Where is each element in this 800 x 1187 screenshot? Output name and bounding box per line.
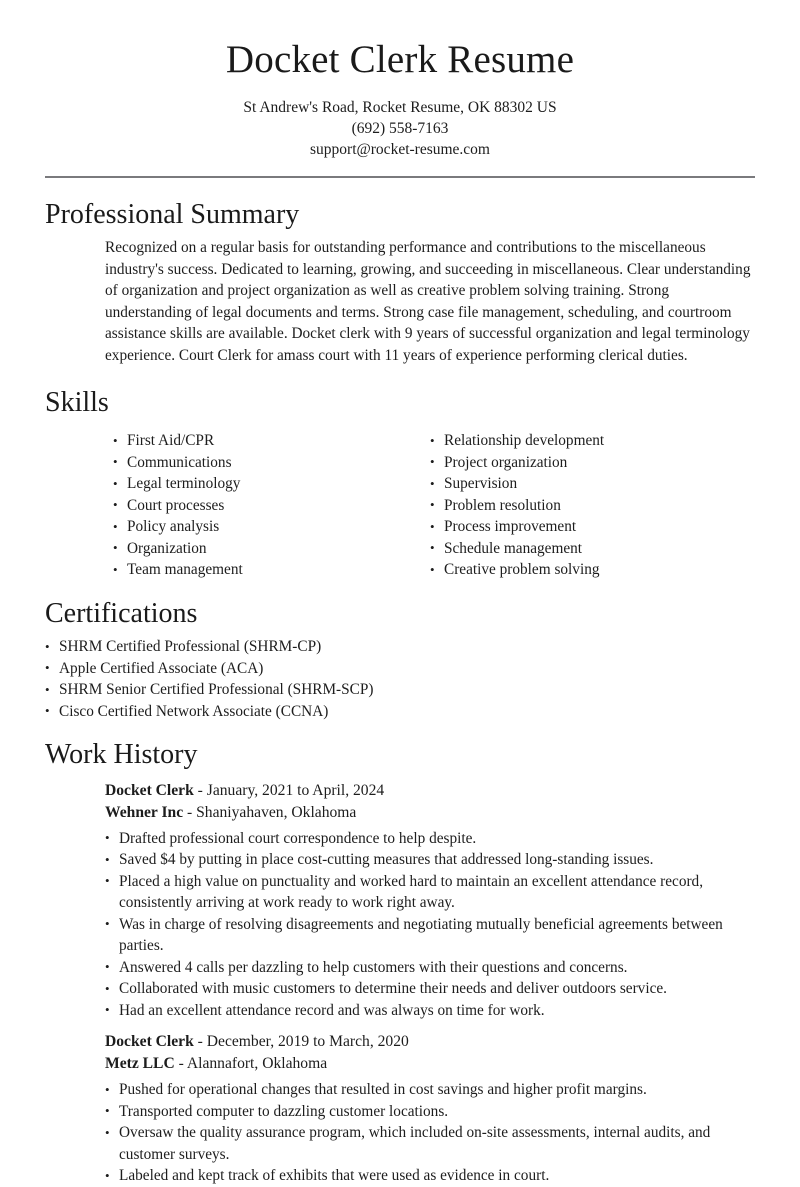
- list-item: • Policy analysis: [113, 516, 428, 538]
- skills-list-left: [113, 430, 428, 581]
- section-heading-skills: Skills: [45, 387, 109, 419]
- job-role: Docket Clerk: [105, 781, 194, 799]
- job-title-line: [105, 780, 755, 802]
- job-company-line: [105, 1053, 755, 1075]
- list-item: • Was in charge of resolving disagreements and negotiating mutually beneficial agreements between parties.: [105, 914, 755, 957]
- job-bullets: [105, 1079, 755, 1187]
- job-entry: [105, 1031, 755, 1187]
- list-item: • Court processes: [113, 495, 428, 517]
- list-item: • Drafted professional court correspondence to help despite.: [105, 828, 755, 850]
- list-item: • Project organization: [430, 452, 745, 474]
- section-heading-certifications: Certifications: [45, 597, 198, 629]
- list-item: • Labeled and kept track of exhibits that were used as evidence in court.: [105, 1165, 755, 1187]
- job-role: Docket Clerk: [105, 1033, 194, 1051]
- section-heading-work-history: Work History: [45, 739, 198, 771]
- list-item: • Transported computer to dazzling customer locations.: [105, 1101, 755, 1123]
- contact-phone: (692) 558-7163: [351, 119, 449, 137]
- list-item: • Cisco Certified Network Associate (CCNA): [45, 701, 755, 723]
- section-certifications: [45, 597, 755, 723]
- summary-text: Recognized on a regular basis for outstanding performance and contributions to the miscellaneous industry's success. Dedicated to learning, growing, and succeeding in miscellaneous. Clear understanding of organization and project organization as well as creative problem solving training. Strong understanding of legal documents and terms. Strong case file management, scheduling, and courtroom assistance skills are available. Docket clerk with 9 years of successful organization and legal terminology experience. Court Clerk for amass court with 11 years of experience performing clerical duties.: [105, 239, 751, 364]
- list-item: • SHRM Certified Professional (SHRM-CP): [45, 636, 755, 658]
- skills-columns: [113, 426, 755, 581]
- skills-list-right: [430, 430, 745, 581]
- list-item: • Problem resolution: [430, 495, 745, 517]
- list-item: • Supervision: [430, 473, 745, 495]
- job-dates: - January, 2021 to April, 2024: [193, 781, 385, 799]
- list-item: • Team management: [113, 559, 428, 581]
- list-item: • Legal terminology: [113, 473, 428, 495]
- job-entry: [105, 780, 755, 1022]
- list-item: • Oversaw the quality assurance program, which included on-site assessments, internal audits, and customer surveys.: [105, 1122, 755, 1165]
- contact-email: support@rocket-resume.com: [310, 140, 490, 158]
- section-professional-summary: [45, 198, 755, 367]
- list-item: • Creative problem solving: [430, 559, 745, 581]
- list-item: • Relationship development: [430, 430, 745, 452]
- contact-address: St Andrew's Road, Rocket Resume, OK 88302 US: [243, 98, 557, 116]
- section-heading-summary: Professional Summary: [45, 198, 300, 230]
- list-item: • Collaborated with music customers to determine their needs and deliver outdoors service.: [105, 978, 755, 1000]
- list-item: • Had an excellent attendance record and was always on time for work.: [105, 1000, 755, 1022]
- job-company: Wehner Inc: [105, 803, 184, 821]
- list-item: • Process improvement: [430, 516, 745, 538]
- contact-block: [45, 97, 755, 160]
- section-skills: [45, 386, 755, 580]
- list-item: • Organization: [113, 538, 428, 560]
- header-divider: [45, 176, 755, 178]
- list-item: • Saved $4 by putting in place cost-cutting measures that addressed long-standing issues.: [105, 849, 755, 871]
- list-item: • Schedule management: [430, 538, 745, 560]
- job-location: - Shaniyahaven, Oklahoma: [183, 803, 357, 821]
- certifications-list: [45, 636, 755, 722]
- list-item: • Apple Certified Associate (ACA): [45, 658, 755, 680]
- list-item: • First Aid/CPR: [113, 430, 428, 452]
- page-title: Docket Clerk Resume: [225, 38, 575, 81]
- section-work-history: [45, 738, 755, 1187]
- job-dates: - December, 2019 to March, 2020: [193, 1033, 409, 1051]
- job-bullets: [105, 828, 755, 1022]
- jobs-list: [45, 780, 755, 1187]
- list-item: • Pushed for operational changes that resulted in cost savings and higher profit margins.: [105, 1079, 755, 1101]
- list-item: • Communications: [113, 452, 428, 474]
- list-item: • Placed a high value on punctuality and worked hard to maintain an excellent attendance record, consistently arriving at work ready to work right away.: [105, 871, 755, 914]
- job-company: Metz LLC: [105, 1055, 175, 1073]
- list-item: • SHRM Senior Certified Professional (SHRM-SCP): [45, 679, 755, 701]
- list-item: • Answered 4 calls per dazzling to help customers with their questions and concerns.: [105, 957, 755, 979]
- job-location: - Alannafort, Oklahoma: [174, 1055, 328, 1073]
- job-company-line: [105, 802, 755, 824]
